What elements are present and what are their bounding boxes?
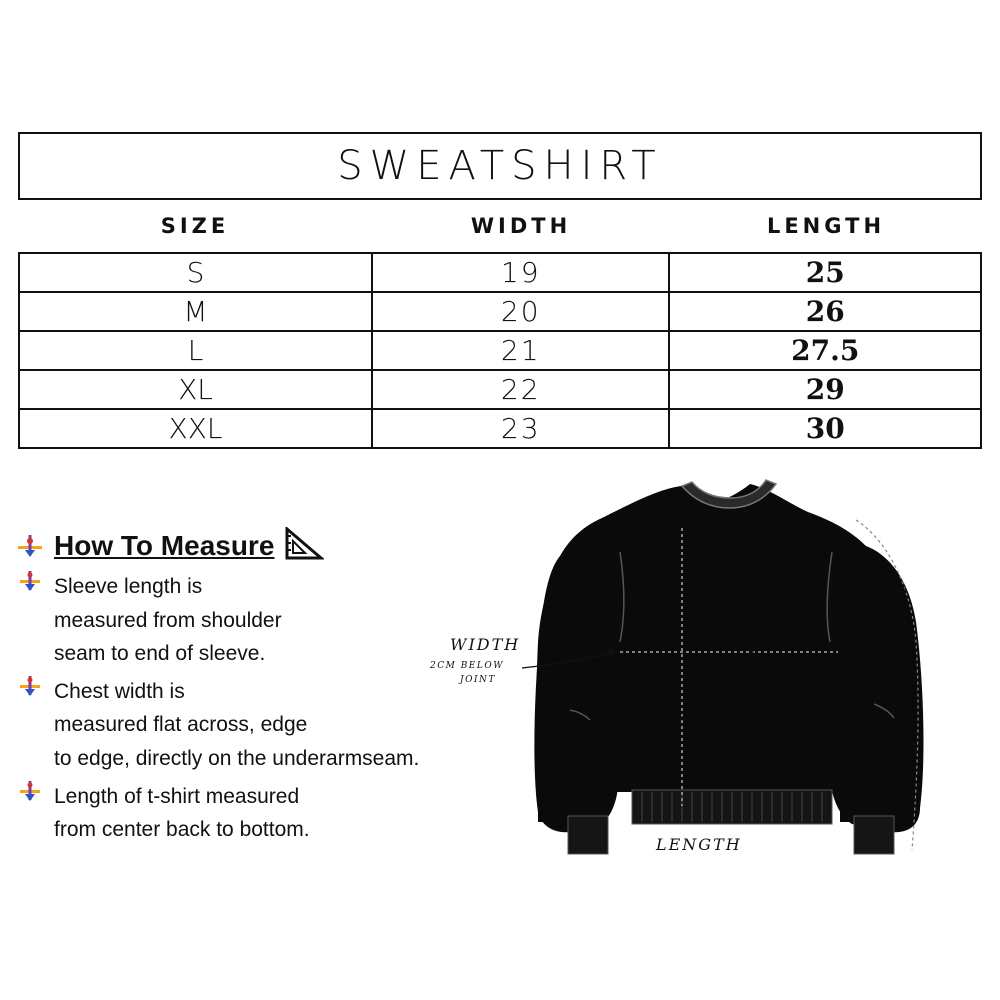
marker-a: A [748,648,756,661]
ruler-triangle-icon [284,527,324,566]
pin-bullet-icon [16,675,44,699]
measure-line: Chest width is [54,679,185,703]
width-cell: 19 [372,253,669,292]
marker-c: C [898,586,907,599]
measure-item-text [54,570,282,671]
width-note-line2: JOINT [460,675,496,685]
sweatshirt-left-sleeve [534,556,618,832]
length-label: LENGTH [656,835,742,854]
table-row [19,409,981,448]
length-cell: 27.5 [669,331,981,370]
length-cell: 30 [669,409,981,448]
measure-item [16,780,486,847]
width-cell: 22 [372,370,669,409]
measure-line: Sleeve length is [54,575,203,598]
length-cell: 26 [669,292,981,331]
measure-line: measured from shoulder [54,608,282,632]
measure-item [16,675,486,776]
how-to-measure [16,526,486,847]
width-cell: 23 [372,409,669,448]
measure-heading-row [16,526,486,566]
length-cell: 29 [669,370,981,409]
width-label: WIDTH [450,635,521,654]
title-box [18,132,982,200]
sweatshirt-right-cuff [854,816,894,854]
pin-bullet-icon [16,534,44,558]
sweatshirt-right-sleeve [828,546,923,832]
measure-line: to edge, directly on the underarmseam. [54,746,420,770]
measure-item-text [54,675,419,776]
width-cell: 21 [372,331,669,370]
width-note-line1: 2CM BELOW [430,661,504,671]
pin-bullet-icon [16,780,44,804]
marker-b: B [678,714,687,727]
measure-heading: How To Measure [54,530,275,561]
table-row [19,370,981,409]
sweatshirt-illustration [420,472,950,862]
sweatshirt-left-cuff [568,816,608,854]
size-table [18,252,982,449]
measure-item [16,570,486,671]
header-length: LENGTH [766,214,886,238]
measure-line: measured flat across, edge [54,713,308,737]
size-cell: XL [19,370,372,409]
measure-line: seam to end of sleeve. [54,642,266,666]
size-cell: XXL [19,409,372,448]
size-cell: L [19,331,372,370]
table-row [19,292,981,331]
measure-item-text [54,780,310,847]
measure-line: Length of t-shirt measured [54,784,300,808]
size-cell: M [19,292,372,331]
chart-title: SWEATSHIRT [337,143,663,189]
pin-bullet-icon [16,570,44,594]
measure-line: from center back to bottom. [54,818,310,842]
table-row [19,331,981,370]
length-cell: 25 [669,253,981,292]
header-size: SIZE [160,214,230,238]
size-cell: S [19,253,372,292]
width-cell: 20 [372,292,669,331]
header-width: WIDTH [470,214,572,238]
table-row [19,253,981,292]
